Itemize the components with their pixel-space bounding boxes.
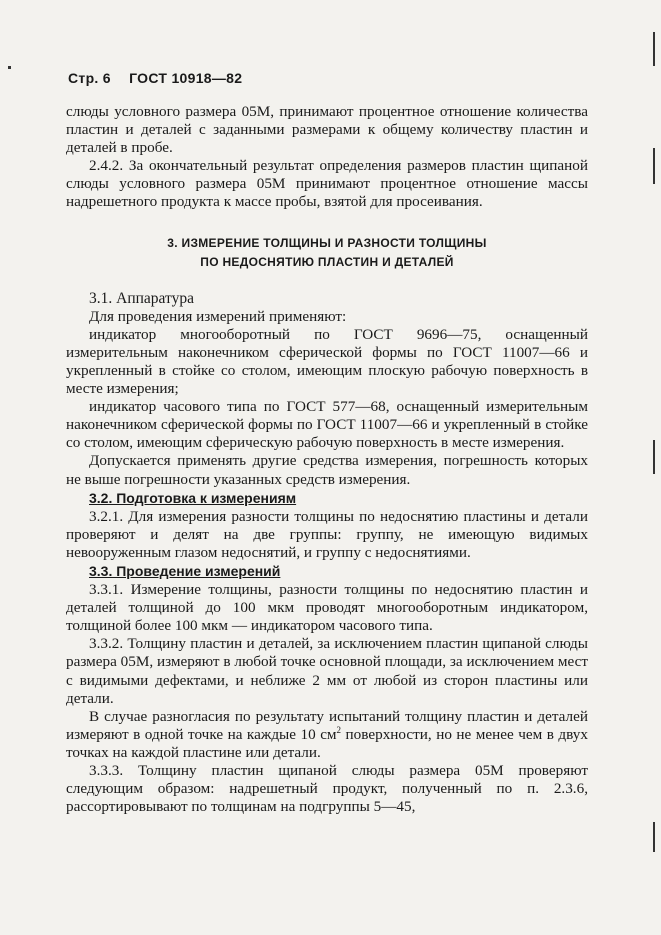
paragraph-3-3-1: 3.3.1. Измерение толщины, разности толщины по недоснятию пластин и деталей толщиной до 100 мкм проводят многооборотным индикатором, толщиной более 100 мкм — индикатором часового типа. xyxy=(66,581,588,635)
paragraph-3-1-item-2: индикатор часового типа по ГОСТ 577—68, оснащенный измерительным наконечником сферической формы по ГОСТ 11007—66 и укрепленный в стойке со столом, имеющим сферическую рабочую поверхность в месте измерения. xyxy=(66,398,588,452)
dispute-superscript: 2 xyxy=(336,724,342,735)
section-title-line-2: ПО НЕДОСНЯТИЮ ПЛАСТИН И ДЕТАЛЕЙ xyxy=(200,254,454,269)
paragraph-3-2-1: 3.2.1. Для измерения разности толщины по недоснятию пластины и детали проверяют и делят на две группы: группу, не имеющую видимых невооруженным глазом недоснятий, и группу с недоснятиями. xyxy=(66,507,588,561)
paragraph-continuation: слюды условного размера 05М, принимают процентное отношение количества пластин и деталей с заданными размерами к общему количеству пластин и деталей в пробе. xyxy=(66,103,588,157)
paragraph-3-1-note: Допускается применять другие средства измерения, погрешность которых не выше погрешности указанных средств измерения. xyxy=(66,452,588,488)
subsection-3-2-title xyxy=(66,489,588,508)
page-header xyxy=(68,70,242,86)
paragraph-3-1-intro: Для проведения измерений применяют: xyxy=(89,307,347,325)
subsection-3-1-title xyxy=(66,290,588,308)
paragraph-3-3-2: 3.3.2. Толщину пластин и деталей, за исключением пластин щипаной слюды размера 05М, измеряют в любой точке основной площади, за исключением мест с видимыми дефектами, и неближе 2 мм от любой из сторон пластины или детали. xyxy=(66,635,588,707)
scan-mark-4 xyxy=(653,822,655,852)
dispute-text-pre: В случае разногласия по результату испытаний толщину пластин и деталей измеряют в одной точке на каждые 10 см xyxy=(66,707,588,743)
page-number: Стр. 6 xyxy=(68,70,111,86)
section-title-line-1: 3. ИЗМЕРЕНИЕ ТОЛЩИНЫ И РАЗНОСТИ ТОЛЩИНЫ xyxy=(167,235,487,250)
scan-mark-3 xyxy=(653,440,655,474)
subsection-3-3-title xyxy=(66,562,588,581)
scan-mark-2 xyxy=(653,148,655,184)
body-text xyxy=(66,103,588,816)
paragraph-2-4-2: 2.4.2. За окончательный результат определения размеров пластин щипаной слюды условного размера 05М принимают процентное отношение массы надрешетного продукта к массе пробы, взятой для просеивания. xyxy=(66,157,588,211)
subsection-3-2-label: 3.2. Подготовка к измерениям xyxy=(89,489,297,506)
scan-mark-5 xyxy=(8,66,11,69)
paragraph-3-3-3: 3.3.3. Толщину пластин щипаной слюды размера 05М проверяют следующим образом: надрешетный продукт, полученный по п. 2.3.6, рассортировывают по толщинам на подгруппы 5—45, xyxy=(66,762,588,816)
dispute-text-post: поверхности, но не менее чем в двух точках на каждой пластине или детали. xyxy=(66,725,588,761)
scan-mark-1 xyxy=(653,32,655,66)
section-title xyxy=(66,234,588,272)
subsection-3-3-label: 3.3. Проведение измерений xyxy=(89,562,281,579)
paragraph-3-3-2-dispute xyxy=(66,708,588,762)
standard-code: ГОСТ 10918—82 xyxy=(129,70,243,86)
paragraph-3-1-item-1: индикатор многооборотный по ГОСТ 9696—75, оснащенный измерительным наконечником сферической формы по ГОСТ 11007—66 и укрепленный в стойке со столом, имеющим плоскую рабочую поверхность в месте измерения; xyxy=(66,325,588,398)
subsection-3-1-label: 3.1. Аппаратура xyxy=(89,289,194,307)
